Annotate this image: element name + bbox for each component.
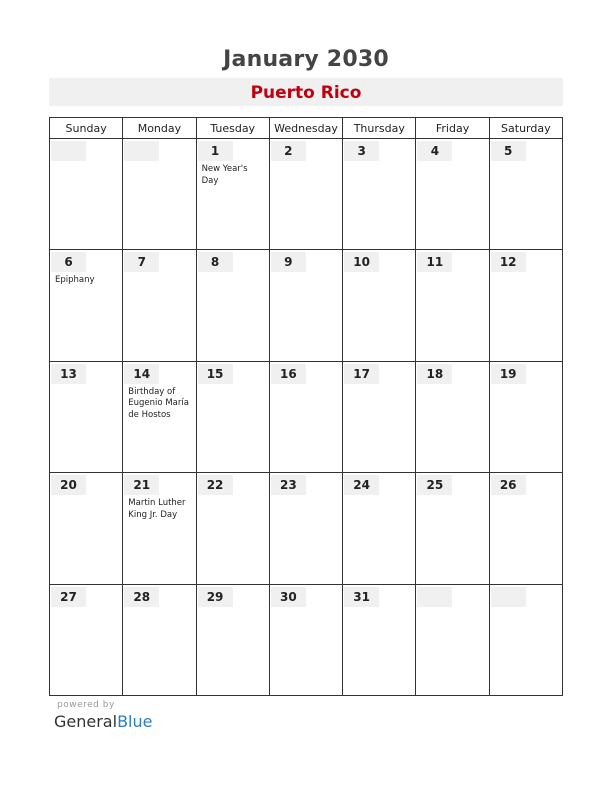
day-number: 13	[51, 364, 86, 384]
week-row	[50, 139, 563, 250]
day-number: 18	[417, 364, 452, 384]
day-number: 9	[271, 252, 306, 272]
day-number: 16	[271, 364, 306, 384]
day-cell	[196, 250, 269, 361]
day-number: 1	[198, 141, 233, 161]
day-cell	[489, 584, 562, 695]
day-number: 29	[198, 587, 233, 607]
weekday-header: Monday	[123, 118, 196, 139]
empty-day-marker	[417, 587, 452, 607]
day-number: 12	[491, 252, 526, 272]
weekday-header: Saturday	[489, 118, 562, 139]
day-cell	[50, 250, 123, 361]
day-cell	[123, 250, 196, 361]
holiday-label: Birthday of Eugenio María de Hostos	[128, 386, 189, 420]
day-number: 6	[51, 252, 86, 272]
day-cell	[269, 361, 342, 472]
holiday-label: New Year's Day	[201, 164, 248, 186]
day-number: 15	[198, 364, 233, 384]
day-cell	[343, 584, 416, 695]
day-cell	[343, 473, 416, 584]
day-cell	[343, 139, 416, 250]
empty-day-marker	[51, 141, 86, 161]
calendar-title: January 2030	[223, 47, 389, 72]
brand-general: General	[54, 712, 118, 731]
weekday-header: Thursday	[343, 118, 416, 139]
day-cell	[196, 139, 269, 250]
empty-day-marker	[491, 587, 526, 607]
day-number: 23	[271, 475, 306, 495]
weekday-header: Wednesday	[269, 118, 342, 139]
day-number: 19	[491, 364, 526, 384]
day-cell	[196, 584, 269, 695]
weekday-header: Sunday	[50, 118, 123, 139]
day-cell	[343, 361, 416, 472]
week-row	[50, 250, 563, 361]
day-cell	[416, 250, 489, 361]
day-cell	[489, 250, 562, 361]
day-number: 3	[344, 141, 379, 161]
day-cell	[416, 361, 489, 472]
day-cell	[489, 473, 562, 584]
day-cell	[50, 139, 123, 250]
day-number: 7	[124, 252, 159, 272]
weekday-header: Friday	[416, 118, 489, 139]
day-cell	[343, 250, 416, 361]
holiday-label: Martin Luther King Jr. Day	[128, 498, 186, 520]
day-cell	[269, 139, 342, 250]
day-number: 24	[344, 475, 379, 495]
weekday-header-row	[50, 118, 563, 139]
day-number: 22	[198, 475, 233, 495]
country-name: Puerto Rico	[250, 83, 362, 103]
day-number: 31	[344, 587, 379, 607]
day-number: 2	[271, 141, 306, 161]
day-number: 21	[124, 475, 159, 495]
day-cell	[269, 250, 342, 361]
day-cell	[50, 361, 123, 472]
day-cell	[416, 584, 489, 695]
day-cell	[489, 139, 562, 250]
brand-blue: Blue	[117, 712, 153, 731]
day-cell	[123, 361, 196, 472]
day-cell	[50, 473, 123, 584]
country-banner	[49, 78, 563, 106]
day-number: 8	[198, 252, 233, 272]
day-number: 30	[271, 587, 306, 607]
weekday-header: Tuesday	[196, 118, 269, 139]
day-number: 17	[344, 364, 379, 384]
empty-day-marker	[124, 141, 159, 161]
day-cell	[416, 473, 489, 584]
day-number: 20	[51, 475, 86, 495]
day-number: 4	[417, 141, 452, 161]
holiday-label: Epiphany	[55, 275, 95, 286]
day-cell	[123, 473, 196, 584]
week-row	[50, 473, 563, 584]
day-number: 28	[124, 587, 159, 607]
day-number: 26	[491, 475, 526, 495]
month-calendar	[49, 117, 563, 696]
day-number: 5	[491, 141, 526, 161]
generalblue-logo[interactable]	[54, 712, 152, 731]
day-cell	[489, 361, 562, 472]
day-cell	[269, 584, 342, 695]
day-number: 10	[344, 252, 379, 272]
day-cell	[50, 584, 123, 695]
day-cell	[196, 361, 269, 472]
day-number: 14	[124, 364, 159, 384]
day-cell	[196, 473, 269, 584]
day-number: 11	[417, 252, 452, 272]
day-number: 27	[51, 587, 86, 607]
day-number: 25	[417, 475, 452, 495]
day-cell	[416, 139, 489, 250]
week-row	[50, 584, 563, 695]
day-cell	[123, 139, 196, 250]
day-cell	[269, 473, 342, 584]
powered-by-label: powered by	[57, 700, 115, 710]
day-cell	[123, 584, 196, 695]
week-row	[50, 361, 563, 472]
